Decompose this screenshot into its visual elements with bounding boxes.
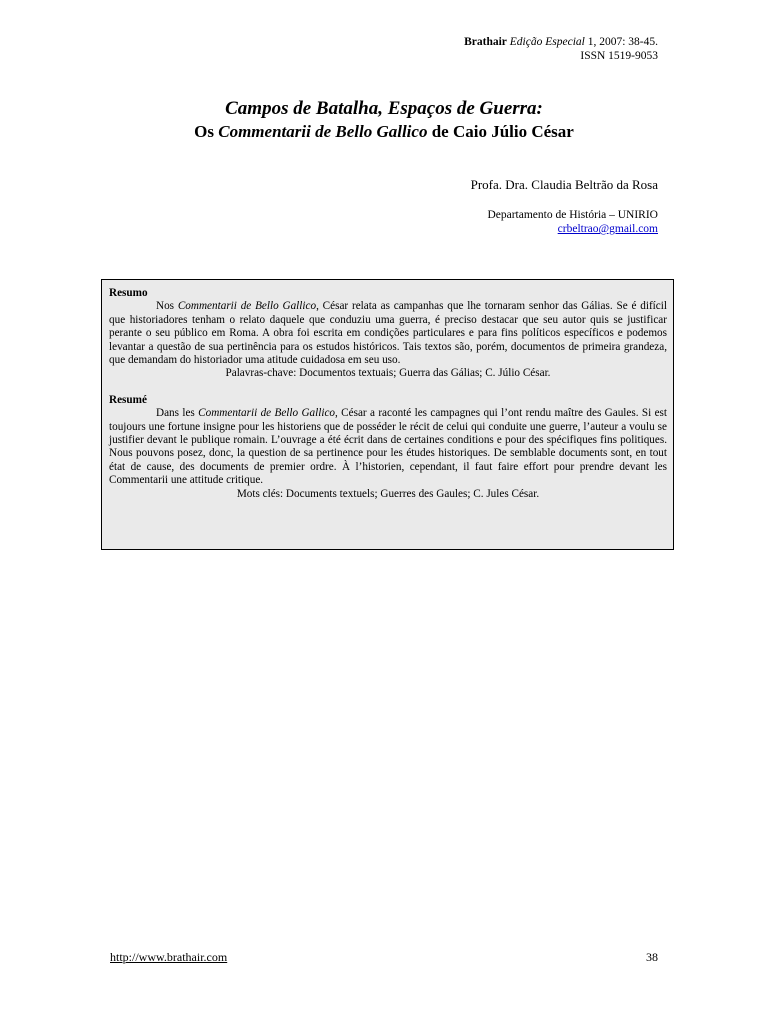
resume-text-body: , César a raconté les campagnes qui l’ont rendu maître des Gaules. Si est toujours une fortune insigne pour les historiens que de posséder le récit de celui qui conduite une guerre, l’auteur a voulu se justifier devant le publique romain. L’ouvrage a été écrit dans de certaines conditions e pour des spécifiques fins politiques. Nous pouvons posez, donc, la question de sa pertinence pour les études historiques. De semblable documents sont, en tout état de cause, des documents de premier ordre. À l’historien, cependant, il faut faire effort pour prendre devant les Commentarii une attitude critique. <box>109 407 667 487</box>
resumo-text <box>109 300 667 367</box>
resumo-heading: Resumo <box>109 287 148 299</box>
email-link[interactable]: crbeltrao@gmail.com <box>557 223 658 235</box>
resume-text-pre: Dans les <box>156 407 199 420</box>
page-number: 38 <box>646 950 658 964</box>
resume-text-work: Commentarii de Bello Gallico <box>198 407 336 420</box>
journal-issue: 1, 2007: 38-45. <box>587 36 658 48</box>
journal-name: Brathair <box>464 36 507 48</box>
resumo-text-work: Commentarii de Bello Gallico <box>177 300 317 313</box>
title-main: Campos de Batalha, Espaços de Guerra: <box>225 98 543 119</box>
journal-reference <box>464 35 658 63</box>
title-subtitle-work: Commentarii de Bello Gallico <box>218 122 428 141</box>
title-subtitle <box>0 121 768 143</box>
journal-issn: ISSN 1519-9053 <box>580 50 658 62</box>
resume-text <box>109 407 667 487</box>
title-subtitle-pre: Os <box>194 122 219 141</box>
title-subtitle-post: de Caio Júlio César <box>427 122 574 141</box>
resume-heading: Resumé <box>109 393 147 406</box>
resume-keywords: Mots clés: Documents textuels; Guerres des Gaules; C. Jules César. <box>236 487 540 500</box>
author-name: Profa. Dra. Claudia Beltrão da Rosa <box>470 177 658 192</box>
author-affiliation <box>487 208 658 236</box>
resumo-text-body: , César relata as campanhas que lhe tornaram senhor das Gálias. Se é difícil que historiadores tenham o relato daquele que conduziu uma guerra, é preciso destacar que seu autor quis se justificar perante o seu público em Roma. A obra foi escrita em condições particulares e para fins políticos específicos e podemos levantar a questão de sua pertinência para os estudos históricos. Tais textos são, porém, documentos de primeira grandeza, que demandam do historiador uma atitude cuidadosa em seu uso. <box>109 300 667 367</box>
resumo-text-pre: Nos <box>156 300 178 313</box>
section-spacer <box>109 381 667 394</box>
department: Departamento de História – UNIRIO <box>487 209 658 221</box>
article-title <box>0 98 768 143</box>
resumo-keywords: Palavras-chave: Documentos textuais; Guerra das Gálias; C. Júlio César. <box>225 367 551 380</box>
abstract-box <box>101 279 674 550</box>
journal-citation <box>464 35 658 49</box>
journal-edition: Edição Especial <box>509 36 585 48</box>
footer-url-link[interactable]: http://www.brathair.com <box>110 950 228 964</box>
